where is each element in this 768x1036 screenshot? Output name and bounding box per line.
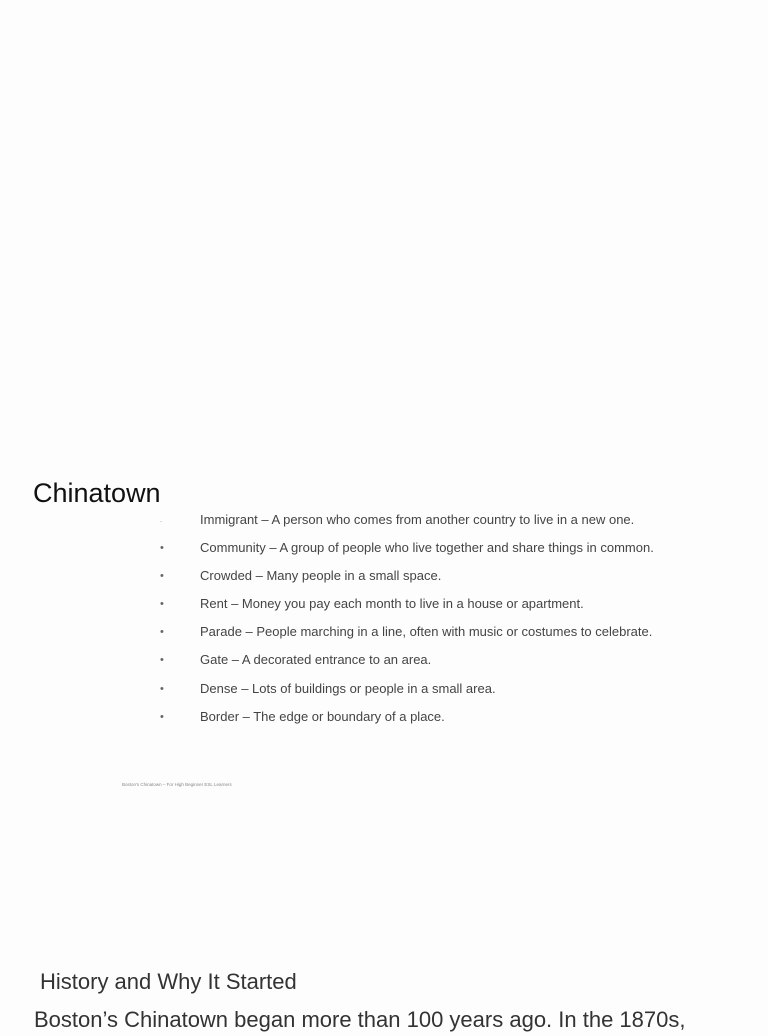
vocabulary-definition: Gate – A decorated entrance to an area.	[200, 652, 432, 668]
vocabulary-definition: Rent – Money you pay each month to live in a house or apartment.	[200, 596, 584, 612]
vocabulary-definition: Parade – People marching in a line, often with music or costumes to celebrate.	[200, 624, 653, 640]
vocabulary-definition: Crowded – Many people in a small space.	[200, 568, 442, 584]
list-item	[150, 564, 750, 592]
list-item	[150, 677, 750, 705]
list-item	[150, 508, 750, 536]
bullet-marker: •	[160, 542, 164, 555]
vocabulary-definition: Border – The edge or boundary of a place.	[200, 708, 445, 724]
list-item	[150, 705, 750, 733]
bullet-marker: •	[160, 598, 164, 611]
bullet-marker: •	[160, 626, 164, 639]
section-heading: History and Why It Started	[40, 969, 297, 994]
body-paragraph: Boston’s Chinatown began more than 100 years ago. In the 1870s,	[34, 1007, 686, 1032]
bullet-marker: .	[160, 515, 163, 524]
vocabulary-definition: Community – A group of people who live together and share things in common.	[200, 540, 654, 556]
vocabulary-definition: Dense – Lots of buildings or people in a small area.	[200, 680, 496, 696]
bullet-marker: •	[160, 570, 164, 583]
vocabulary-definition: Immigrant – A person who comes from another country to live in a new one.	[200, 512, 635, 527]
page-title: Chinatown	[33, 478, 161, 508]
bullet-marker: •	[160, 710, 164, 723]
bullet-marker: •	[160, 654, 164, 667]
vocabulary-list	[150, 508, 750, 733]
page-footer-note: Boston's Chinatown – For High Beginner ESL Learners	[122, 782, 232, 787]
bullet-marker: •	[160, 682, 164, 695]
list-item	[150, 648, 750, 676]
list-item	[150, 536, 750, 564]
list-item	[150, 592, 750, 620]
list-item	[150, 620, 750, 648]
